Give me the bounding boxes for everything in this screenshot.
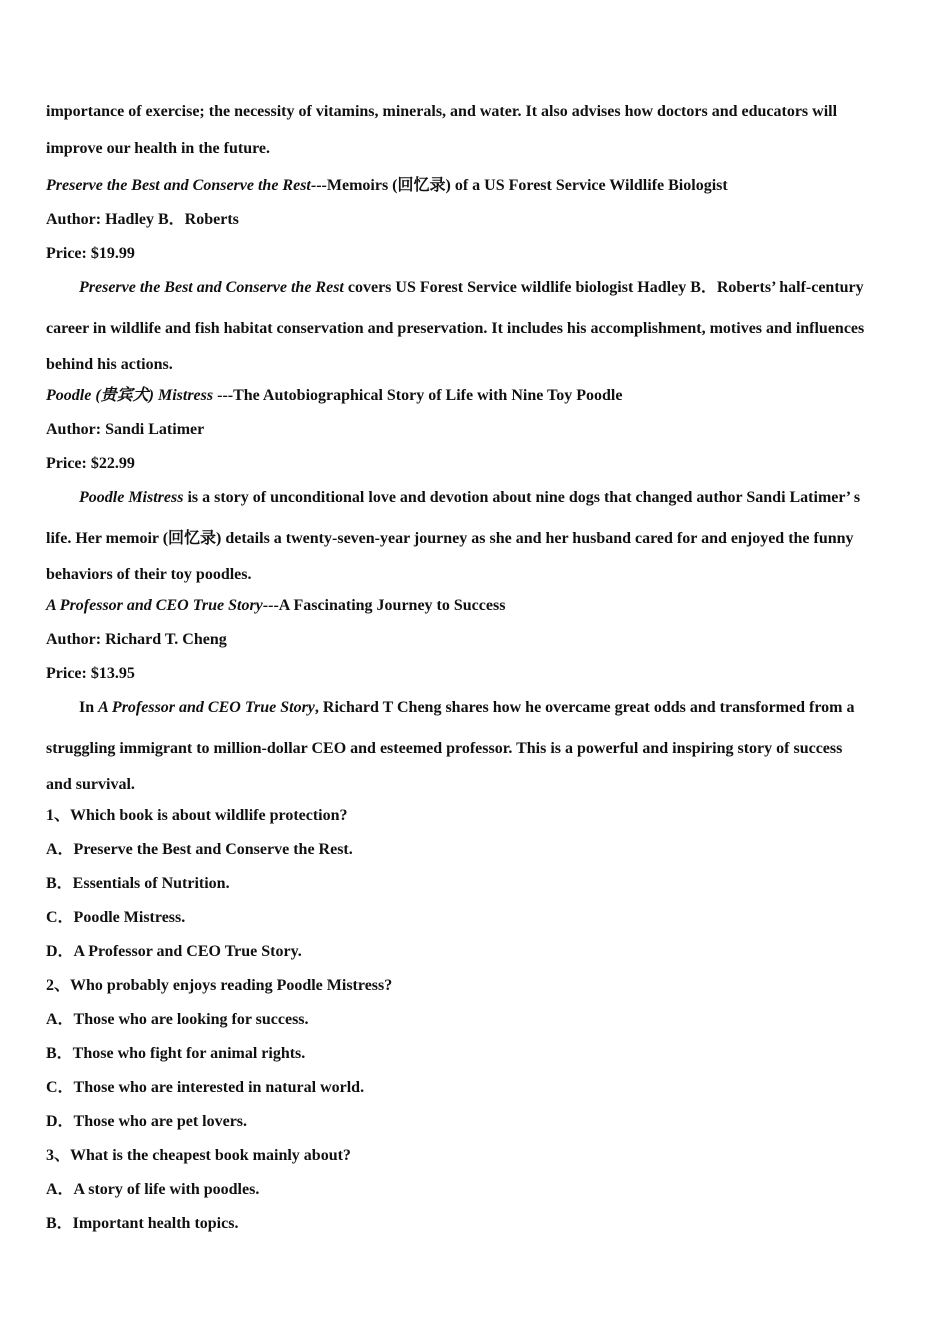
book-2-desc-line-3: behaviors of their toy poodles. bbox=[46, 566, 252, 583]
book-1-price: Price: $19.99 bbox=[46, 245, 135, 262]
book-1-heading bbox=[46, 169, 906, 203]
question-1-stem: 1、Which book is about wildlife protection? bbox=[46, 807, 348, 824]
book-2-price: Price: $22.99 bbox=[46, 455, 135, 472]
book-2-subtitle: ---The Autobiographical Story of Life with Nine Toy Poodle bbox=[213, 387, 623, 404]
question-3-option-b[interactable]: B．Important health topics. bbox=[46, 1215, 239, 1232]
question-3-option-a[interactable]: A．A story of life with poodles. bbox=[46, 1181, 260, 1198]
book-3-author: Author: Richard T. Cheng bbox=[46, 631, 227, 648]
book-1-desc-text: covers US Forest Service wildlife biologist Hadley B．Roberts’ half-century bbox=[343, 279, 864, 296]
intro-line-2: improve our health in the future. bbox=[46, 140, 271, 157]
question-2-option-a[interactable]: A．Those who are looking for success. bbox=[46, 1011, 309, 1028]
book-2-heading bbox=[46, 379, 906, 413]
document-page bbox=[46, 98, 906, 1241]
question-3-stem: 3、What is the cheapest book mainly about? bbox=[46, 1147, 351, 1164]
book-1-desc-line-3: behind his actions. bbox=[46, 356, 173, 373]
book-2-desc-line-2: life. Her memoir (回忆录) details a twenty-seven-year journey as she and her husband cared for and enjoyed the funny bbox=[46, 530, 854, 547]
book-3-desc-line-2: struggling immigrant to million-dollar CEO and esteemed professor. This is a powerful and inspiring story of success bbox=[46, 740, 843, 757]
book-2-desc-line-1 bbox=[46, 481, 906, 518]
book-3-heading bbox=[46, 589, 906, 623]
question-2-option-c[interactable]: C．Those who are interested in natural world. bbox=[46, 1079, 365, 1096]
book-3-desc-line-3: and survival. bbox=[46, 776, 135, 793]
book-1-desc-title: Preserve the Best and Conserve the Rest bbox=[79, 279, 344, 296]
book-2-desc-title: Poodle Mistress bbox=[79, 489, 184, 506]
book-2-desc-text: is a story of unconditional love and devotion about nine dogs that changed author Sandi Latimer’ s bbox=[183, 489, 861, 506]
book-3-subtitle: ---A Fascinating Journey to Success bbox=[262, 597, 506, 614]
book-3-title: A Professor and CEO True Story bbox=[46, 597, 263, 614]
book-1-desc-line-1 bbox=[46, 271, 906, 308]
book-1-desc-line-2: career in wildlife and fish habitat conservation and preservation. It includes his accomplishment, motives and influences bbox=[46, 320, 865, 337]
question-1-option-c[interactable]: C．Poodle Mistress. bbox=[46, 909, 186, 926]
book-3-desc-prefix: In bbox=[79, 699, 99, 716]
intro-line-1: importance of exercise; the necessity of vitamins, minerals, and water. It also advises how doctors and educators will bbox=[46, 103, 838, 120]
book-3-desc-line-1 bbox=[46, 691, 906, 728]
book-1-title: Preserve the Best and Conserve the Rest bbox=[46, 177, 311, 194]
book-2-title: Poodle (贵宾犬) Mistress bbox=[46, 387, 214, 404]
question-1-option-a[interactable]: A．Preserve the Best and Conserve the Rest. bbox=[46, 841, 353, 858]
book-3-price: Price: $13.95 bbox=[46, 665, 135, 682]
question-2-option-d[interactable]: D．Those who are pet lovers. bbox=[46, 1113, 248, 1130]
book-3-desc-text: , Richard T Cheng shares how he overcame great odds and transformed from a bbox=[314, 699, 855, 716]
question-2-stem: 2、Who probably enjoys reading Poodle Mistress? bbox=[46, 977, 393, 994]
question-1-option-b[interactable]: B．Essentials of Nutrition. bbox=[46, 875, 230, 892]
book-3-desc-title: A Professor and CEO True Story bbox=[98, 699, 315, 716]
question-1-option-d[interactable]: D．A Professor and CEO True Story. bbox=[46, 943, 302, 960]
book-1-author: Author: Hadley B．Roberts bbox=[46, 211, 239, 228]
question-2-option-b[interactable]: B．Those who fight for animal rights. bbox=[46, 1045, 306, 1062]
book-2-author: Author: Sandi Latimer bbox=[46, 421, 205, 438]
book-1-subtitle: ---Memoirs (回忆录) of a US Forest Service Wildlife Biologist bbox=[310, 177, 728, 194]
